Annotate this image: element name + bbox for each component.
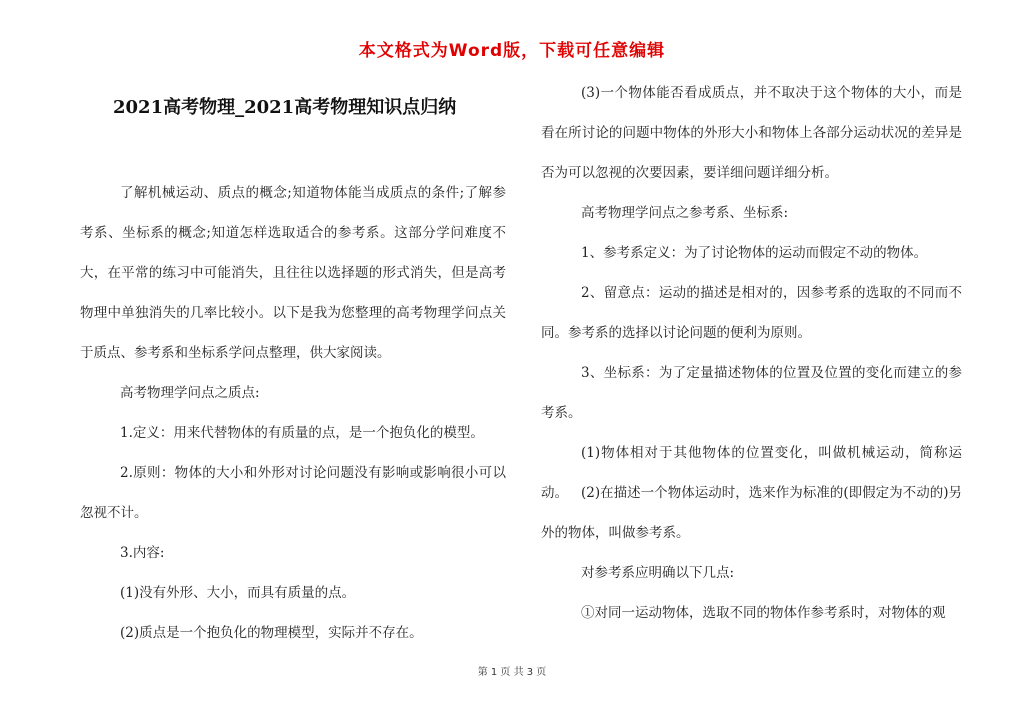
paragraph-content-heading: 3.内容: <box>120 545 165 561</box>
document-title: 2021高考物理_2021高考物理知识点归纳 <box>113 97 457 118</box>
paragraph-attention-points: 2、留意点：运动的描述是相对的，因参考系的选取的不同而不同。参考系的选择以讨论问题的便利为原则。 <box>541 285 962 341</box>
paragraph-content-2: (2)质点是一个抱负化的物理模型，实际并不存在。 <box>120 625 423 641</box>
paragraph-coordinate-system: 3、坐标系：为了定量描述物体的位置及位置的变化而建立的参考系。 <box>541 365 962 421</box>
paragraph-point-1: ①对同一运动物体，选取不同的物体作参考系时，对物体的观 <box>581 605 946 621</box>
paragraph-definition: 1.定义：用来代替物体的有质量的点，是一个抱负化的模型。 <box>120 425 484 441</box>
paragraph-points-heading: 对参考系应明确以下几点: <box>581 565 735 581</box>
section-heading-reference-frame: 高考物理学问点之参考系、坐标系: <box>581 205 789 221</box>
section-heading-mass-point: 高考物理学问点之质点: <box>120 385 260 401</box>
paragraph-content-3: (3)一个物体能否看成质点，并不取决于这个物体的大小，而是看在所讨论的问题中物体的外形大小和物体上各部分运动状况的差异是否为可以忽视的次要因素，要详细问题详细分析。 <box>541 85 962 181</box>
paragraph-mechanical-motion: (1)物体相对于其他物体的位置变化，叫做机械运动，简称运动。 <box>541 445 962 501</box>
intro-paragraph: 了解机械运动、质点的概念;知道物体能当成质点的条件;了解参考系、坐标系的概念;知道怎样选取适合的参考系。这部分学问难度不大，在平常的练习中可能消失，且往往以选择题的形式消失，但是高考物理中单独消失的几率比较小。以下是我为您整理的高考物理学问点关于质点、参考系和坐标系学问点整理，供大家阅读。 <box>80 185 506 361</box>
paragraph-reference-object: (2)在描述一个物体运动时，选来作为标准的(即假定为不动的)另外的物体，叫做参考系。 <box>541 485 962 541</box>
word-format-banner: 本文格式为Word版，下载可任意编辑 <box>358 41 666 61</box>
page-number-footer: 第 1 页 共 3 页 <box>477 667 547 678</box>
paragraph-content-1: (1)没有外形、大小，而具有质量的点。 <box>120 585 356 601</box>
paragraph-principle: 2.原则：物体的大小和外形对讨论问题没有影响或影响很小可以忽视不计。 <box>80 465 506 521</box>
paragraph-reference-definition: 1、参考系定义：为了讨论物体的运动而假定不动的物体。 <box>581 245 928 261</box>
